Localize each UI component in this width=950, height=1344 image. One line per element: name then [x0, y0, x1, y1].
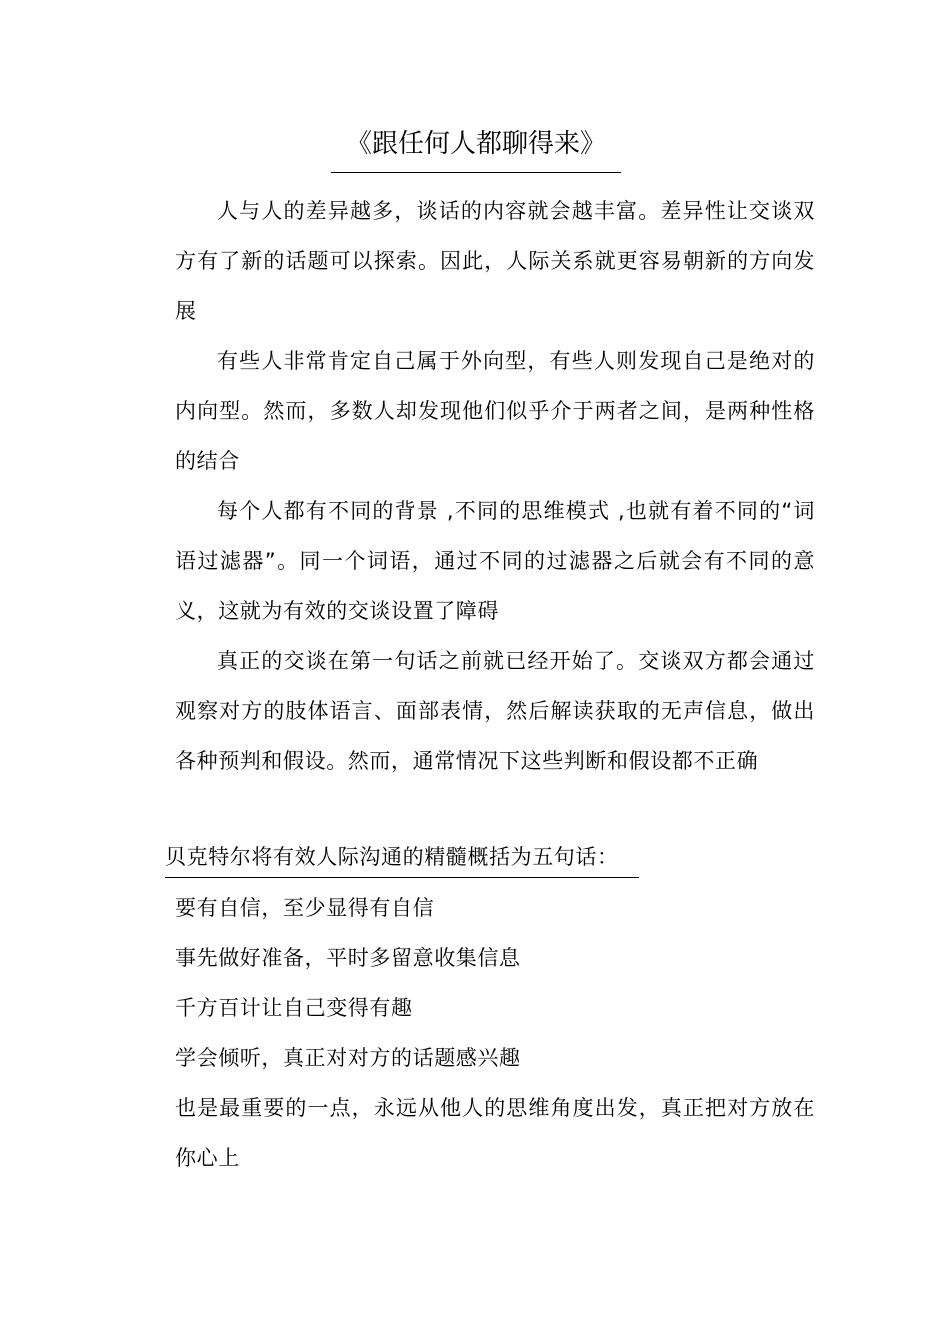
- section-subheading: 贝克特尔将有效人际沟通的精髓概括为五句话：: [165, 837, 639, 878]
- paragraph-3: 每个人都有不同的背景 ,不同的思维模式 ,也就有着不同的“词语过滤器”。同一个词语，通过不同的过滤器之后就会有不同的意义，这就为有效的交谈设置了障碍: [175, 499, 815, 623]
- paragraph-1: 人与人的差异越多，谈话的内容就会越丰富。差异性让交谈双方有了新的话题可以探索。因此，人际关系就更容易朝新的方向发展: [175, 199, 815, 323]
- point-2: 事先做好准备，平时多留意收集信息: [175, 946, 521, 970]
- paragraph-4: 真正的交谈在第一句话之前就已经开始了。交谈双方都会通过观察对方的肢体语言、面部表情，然后解读获取的无声信息，做出各种预判和假设。然而，通常情况下这些判断和假设都不正确: [175, 649, 815, 773]
- point-1: 要有自信，至少显得有自信: [175, 896, 435, 920]
- point-4: 学会倾听，真正对对方的话题感兴趣: [175, 1046, 521, 1070]
- document-title: 《跟任何人都聊得来》: [331, 124, 621, 173]
- point-3: 千方百计让自己变得有趣: [175, 996, 413, 1020]
- paragraph-2: 有些人非常肯定自己属于外向型，有些人则发现自己是绝对的内向型。然而，多数人却发现他们似乎介于两者之间，是两种性格的结合: [175, 349, 815, 473]
- point-5: 也是最重要的一点，永远从他人的思维角度出发，真正把对方放在你心上: [175, 1096, 815, 1170]
